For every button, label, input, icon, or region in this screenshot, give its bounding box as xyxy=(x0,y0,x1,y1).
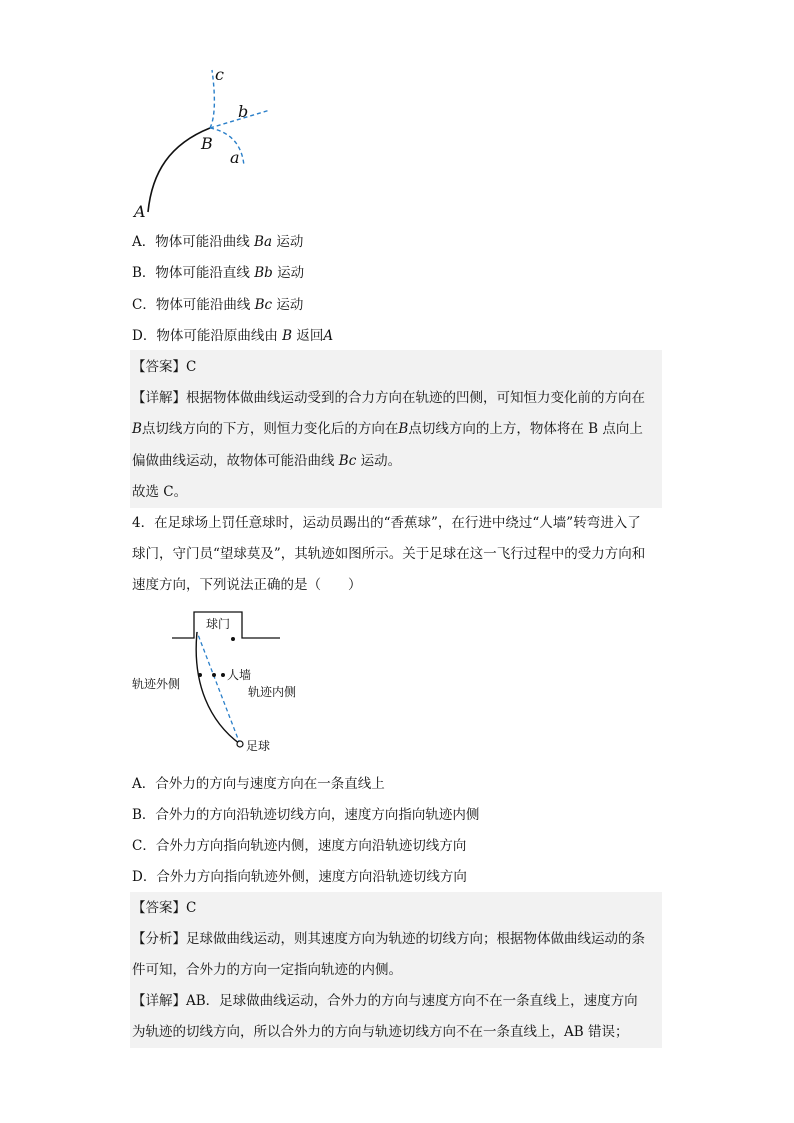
inner-side-label: 轨迹内侧 xyxy=(248,685,297,699)
goalkeeper-dot xyxy=(231,637,235,641)
q4-analysis-line-1: 【分析】足球做曲线运动，则其速度方向为轨迹的切线方向；根据物体做曲线运动的条 xyxy=(132,931,645,947)
straight-dashed-line xyxy=(197,632,240,744)
wall-dot-3 xyxy=(221,673,225,677)
q4-option-d: D．合外力方向指向轨迹外侧，速度方向沿轨迹切线方向 xyxy=(132,869,467,885)
goal-label: 球门 xyxy=(206,617,231,631)
q3-option-d: D．物体可能沿原曲线由 B 返回A xyxy=(132,328,334,344)
ball-label: 足球 xyxy=(246,739,271,753)
q3-answer: 【答案】C xyxy=(132,359,197,375)
q3-choose: 故选 C。 xyxy=(132,484,188,500)
q4-detail-line-2: 为轨迹的切线方向，所以合外力的方向与轨迹切线方向不在一条直线上，AB 错误； xyxy=(132,1024,629,1040)
q3-option-a: A．物体可能沿曲线 Ba 运动 xyxy=(132,234,304,250)
label-a: a xyxy=(230,148,240,167)
outer-side-label: 轨迹外侧 xyxy=(132,677,181,691)
banana-kick-figure xyxy=(130,604,310,764)
q4-stem-line-3: 速度方向，下列说法正确的是（ ） xyxy=(132,577,362,593)
q4-option-a: A．合外力的方向与速度方向在一条直线上 xyxy=(132,776,385,792)
q3-detail-line-3: 偏做曲线运动，故物体可能沿曲线 Bc 运动。 xyxy=(132,453,402,469)
q3-option-c: C．物体可能沿曲线 Bc 运动 xyxy=(132,297,304,313)
wall-dot-2 xyxy=(212,673,216,677)
label-B: B xyxy=(201,134,213,153)
q3-detail-line-2: B点切线方向的下方，则恒力变化后的方向在B点切线方向的上方，物体将在 B 点向上 xyxy=(132,421,643,437)
trajectory-figure-1 xyxy=(130,62,290,222)
wall-dot-1 xyxy=(198,673,202,677)
q4-option-b: B．合外力的方向沿轨迹切线方向，速度方向指向轨迹内侧 xyxy=(132,807,480,823)
label-A: A xyxy=(134,202,146,221)
wall-label: 人墙 xyxy=(227,668,252,682)
ball-trajectory xyxy=(196,632,240,744)
label-c: c xyxy=(215,65,224,84)
q4-detail-line-1: 【详解】AB．足球做曲线运动，合外力的方向与速度方向不在一条直线上，速度方向 xyxy=(132,993,638,1009)
q3-detail-line-1: 【详解】根据物体做曲线运动受到的合力方向在轨迹的凹侧，可知恒力变化前的方向在 xyxy=(132,390,645,406)
q4-analysis-line-2: 件可知，合外力的方向一定指向轨迹的内侧。 xyxy=(132,962,402,978)
q3-option-b: B．物体可能沿直线 Bb 运动 xyxy=(132,265,305,281)
q4-stem-line-2: 球门，守门员“望球莫及”，其轨迹如图所示。关于足球在这一飞行过程中的受力方向和 xyxy=(132,546,646,562)
q4-stem-line-1: 4．在足球场上罚任意球时，运动员踢出的“香蕉球”，在行进中绕过“人墙”转弯进入了 xyxy=(132,515,641,531)
q4-answer: 【答案】C xyxy=(132,900,197,916)
q4-option-c: C．合外力方向指向轨迹内侧，速度方向沿轨迹切线方向 xyxy=(132,838,467,854)
dashed-curve-Bc xyxy=(210,70,214,128)
label-b: b xyxy=(238,102,249,121)
ball-icon xyxy=(237,741,243,747)
